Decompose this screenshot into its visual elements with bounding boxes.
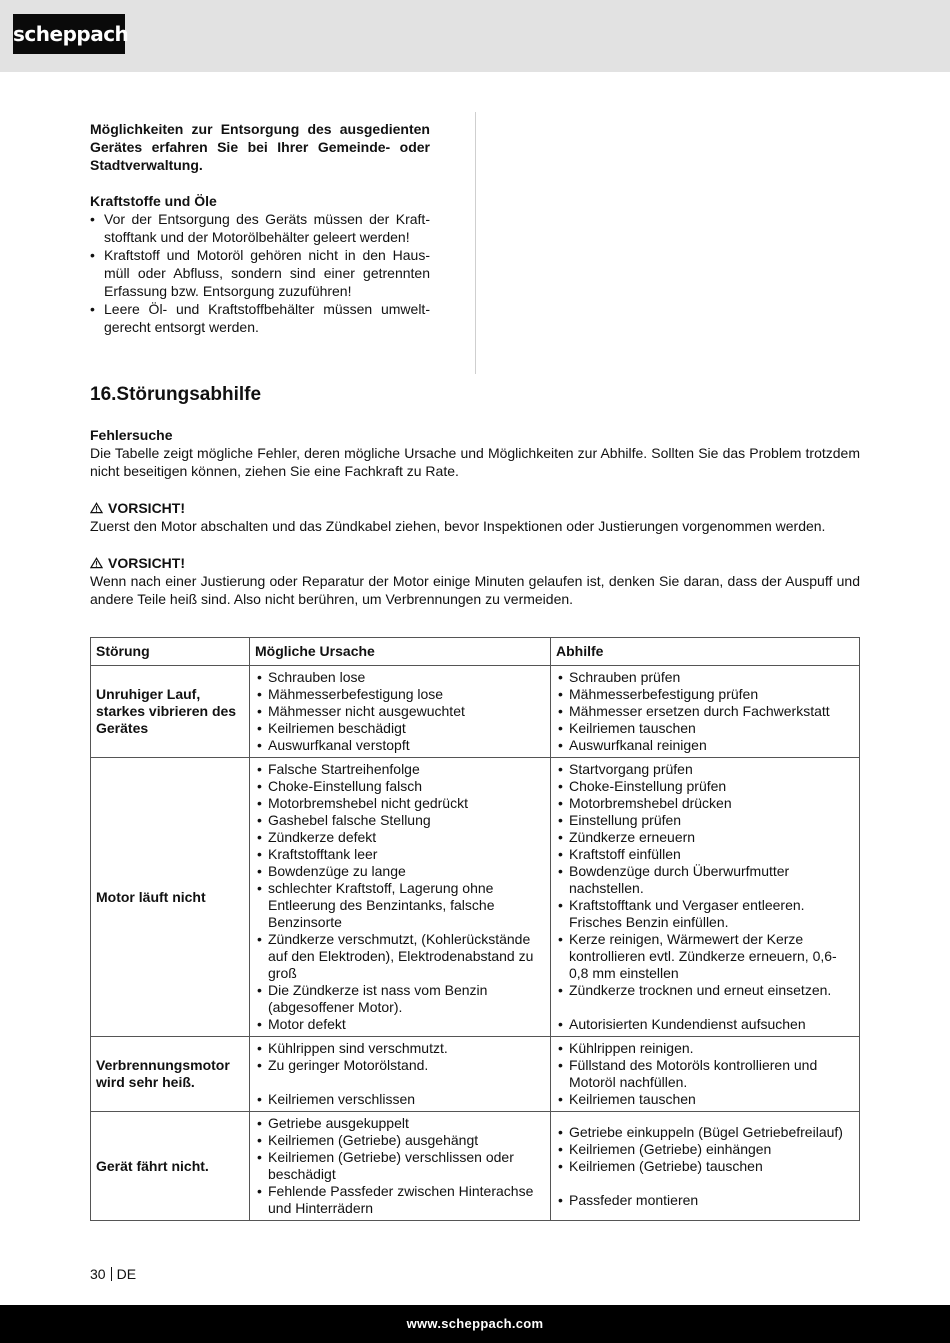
list-item: • Motor defekt	[255, 1016, 545, 1033]
troubleshoot-text: Die Tabelle zeigt mögliche Fehler, deren mögliche Ursache und Möglichkeiten zur Abhilfe. Sollten Sie das Problem trotzdem nicht beseitigen können, ziehen Sie eine Fachkraft zu Rate.	[90, 445, 860, 479]
fault-cell: Motor läuft nicht	[91, 758, 250, 1037]
list-item: • Motorbremshebel drücken	[556, 795, 854, 812]
list-item: • Auswurfkanal verstopft	[255, 737, 545, 754]
list-item: • Passfeder montieren	[556, 1192, 854, 1209]
caution-heading	[90, 499, 860, 517]
list-item: • Mähmesser nicht ausgewuchtet	[255, 703, 545, 720]
page-number-divider	[111, 1267, 112, 1281]
list-item: • Keilriemen (Getriebe) ausgehängt	[255, 1132, 545, 1149]
troubleshoot-intro	[90, 426, 860, 608]
list-item: • Falsche Startreihenfolge	[255, 761, 545, 778]
column-header: Abhilfe	[551, 638, 860, 666]
disposal-intro: Möglichkeiten zur Entsorgung des ausgedienten Gerätes erfahren Sie bei Ihrer Gemeinde- oder Stadtverwaltung.	[90, 121, 430, 173]
list-item: • Kerze reinigen, Wärmewert der Kerze kontrollieren evtl. Zündkerze erneuern, 0,6-0,8 mm einstellen	[556, 931, 854, 982]
caution-heading	[90, 554, 860, 572]
list-item: • Kraftstofftank leer	[255, 846, 545, 863]
section-number: 16.	[90, 384, 117, 405]
cause-cell	[250, 1112, 551, 1221]
table-row	[91, 666, 860, 758]
column-header: Störung	[91, 638, 250, 666]
caution-label: VORSICHT!	[108, 500, 185, 516]
caution-label: VORSICHT!	[108, 555, 185, 571]
column-header: Mögliche Ursache	[250, 638, 551, 666]
list-item: • Keilriemen (Getriebe) einhängen	[556, 1141, 854, 1158]
list-item: • Keilriemen tauschen	[556, 1091, 854, 1108]
list-item: • Choke-Einstellung falsch	[255, 778, 545, 795]
caution-text: Wenn nach einer Justierung oder Reparatur der Motor einige Minuten gelaufen ist, denken Sie daran, dass der Auspuff und andere Teile heiß sind. Also nicht berühren, um Verbrennungen zu vermeiden.	[90, 573, 860, 607]
remedy-cell	[551, 1037, 860, 1112]
fuels-list	[90, 210, 430, 336]
disposal-column	[90, 120, 430, 336]
list-item: • Zündkerze verschmutzt, (Kohlerückstände auf den Elektroden), Elektrodenabstand zu groß	[255, 931, 545, 982]
list-item: • Motorbremshebel nicht gedrückt	[255, 795, 545, 812]
remedy-cell	[551, 666, 860, 758]
list-item: • Keilriemen (Getriebe) tauschen	[556, 1158, 854, 1175]
fault-cell: Verbrennungsmotor wird sehr heiß.	[91, 1037, 250, 1112]
list-item: • Einstellung prüfen	[556, 812, 854, 829]
remedy-cell	[551, 758, 860, 1037]
list-item: • Mähmesserbefestigung prüfen	[556, 686, 854, 703]
list-item: • Gashebel falsche Stellung	[255, 812, 545, 829]
list-item: • Mähmesser ersetzen durch Fachwerkstatt	[556, 703, 854, 720]
warning-triangle-icon	[90, 502, 103, 514]
page-number	[90, 1265, 136, 1283]
section-title-text: Störungsabhilfe	[116, 384, 262, 405]
list-item: • Keilriemen verschlissen	[255, 1091, 545, 1108]
list-item: • Bowdenzüge zu lange	[255, 863, 545, 880]
table-row	[91, 1112, 860, 1221]
table-row	[91, 1037, 860, 1112]
list-item: • Kühlrippen sind verschmutzt.	[255, 1040, 545, 1057]
list-item: • Choke-Einstellung prüfen	[556, 778, 854, 795]
list-item: • Keilriemen tauschen	[556, 720, 854, 737]
list-item: • Kraftstoff einfüllen	[556, 846, 854, 863]
remedy-cell	[551, 1112, 860, 1221]
column-divider	[475, 112, 476, 374]
fuels-heading: Kraftstoffe und Öle	[90, 193, 217, 209]
list-item: • schlechter Kraftstoff, Lagerung ohne Entleerung des Benzintanks, falsche Benzinsorte	[255, 880, 545, 931]
list-item: • Zündkerze trocknen und erneut einsetzen.	[556, 982, 854, 999]
troubleshooting-table	[90, 637, 860, 1221]
list-item: • Getriebe ausgekuppelt	[255, 1115, 545, 1132]
list-item: • Zündkerze erneuern	[556, 829, 854, 846]
list-item: • Füllstand des Motoröls kontrollieren und Motoröl nachfüllen.	[556, 1057, 854, 1091]
table-header-row	[91, 638, 860, 666]
list-item: • Keilriemen beschädigt	[255, 720, 545, 737]
list-item: • Zündkerze defekt	[255, 829, 545, 846]
list-item: • Zu geringer Motorölstand.	[255, 1057, 545, 1074]
warning-triangle-icon	[90, 557, 103, 569]
list-item: • Kraftstofftank und Vergaser entleeren. Frisches Benzin einfüllen.	[556, 897, 854, 931]
page-header	[0, 0, 950, 72]
list-item: • Keilriemen (Getriebe) verschlissen oder beschädigt	[255, 1149, 545, 1183]
table-row	[91, 758, 860, 1037]
cause-cell	[250, 666, 551, 758]
fault-cell: Gerät fährt nicht.	[91, 1112, 250, 1221]
list-item: • Die Zündkerze ist nass vom Benzin (abgesoffener Motor).	[255, 982, 545, 1016]
fault-cell: Unruhiger Lauf, starkes vibrieren des Gerätes	[91, 666, 250, 758]
list-item: • Kühlrippen reinigen.	[556, 1040, 854, 1057]
list-item: • Autorisierten Kundendienst aufsuchen	[556, 1016, 854, 1033]
brand-logo: scheppach	[13, 14, 125, 54]
page-number-value: 30	[90, 1266, 106, 1282]
cause-cell	[250, 758, 551, 1037]
section-title	[90, 383, 261, 407]
list-item: • Bowdenzüge durch Überwurfmutter nachstellen.	[556, 863, 854, 897]
list-item: • Getriebe einkuppeln (Bügel Getriebefreilauf)	[556, 1124, 854, 1141]
caution-text: Zuerst den Motor abschalten und das Zündkabel ziehen, bevor Inspektionen oder Justierungen vorgenommen werden.	[90, 518, 826, 534]
language-code: DE	[116, 1266, 137, 1282]
troubleshoot-heading: Fehlersuche	[90, 427, 173, 443]
list-item: • Leere Öl- und Kraftstoffbehälter müssen umweltgerecht entsorgt werden.	[90, 300, 430, 336]
list-item: • Startvorgang prüfen	[556, 761, 854, 778]
list-spacer	[255, 1074, 545, 1091]
page-footer	[0, 1305, 950, 1343]
list-item: • Mähmesserbefestigung lose	[255, 686, 545, 703]
list-item: • Kraftstoff und Motoröl gehören nicht in den Hausmüll oder Abfluss, sondern sind einer getrennten Erfassung bzw. Entsorgung zuzuführen!	[90, 246, 430, 300]
list-spacer	[556, 1175, 854, 1192]
website-link[interactable]: www.scheppach.com	[406, 1316, 544, 1331]
list-item: • Vor der Entsorgung des Geräts müssen der Kraftstofftank und der Motorölbehälter geleert werden!	[90, 210, 430, 246]
list-item: • Schrauben lose	[255, 669, 545, 686]
list-item: • Auswurfkanal reinigen	[556, 737, 854, 754]
list-item: • Fehlende Passfeder zwischen Hinterachse und Hinterrädern	[255, 1183, 545, 1217]
list-spacer	[556, 999, 854, 1016]
list-item: • Schrauben prüfen	[556, 669, 854, 686]
cause-cell	[250, 1037, 551, 1112]
